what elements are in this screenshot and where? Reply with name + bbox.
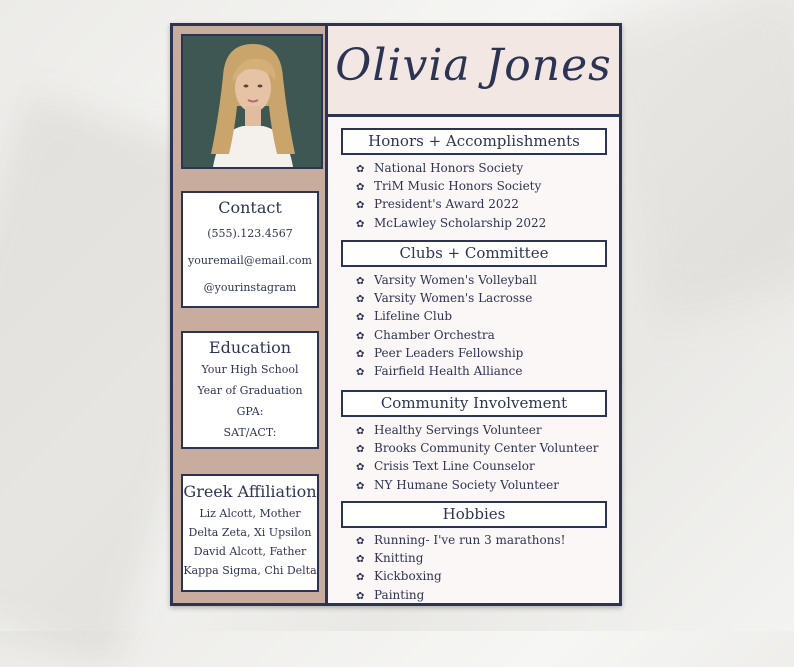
- flower-bullet-icon: ✿: [356, 366, 365, 378]
- education-graduation: Year of Graduation: [197, 384, 303, 397]
- honors-list: [356, 159, 546, 232]
- greek-line: Liz Alcott, Mother: [199, 507, 301, 520]
- flower-bullet-icon: ✿: [356, 218, 365, 230]
- list-item: ✿ President's Award 2022: [356, 195, 546, 213]
- greek-line: Delta Zeta, Xi Upsilon: [188, 526, 312, 539]
- flower-bullet-icon: ✿: [356, 480, 365, 492]
- contact-instagram: @yourinstagram: [203, 281, 297, 294]
- applicant-name: Olivia Jones: [335, 40, 612, 91]
- list-item: ✿ Crisis Text Line Counselor: [356, 457, 598, 475]
- resume-main: [328, 23, 622, 606]
- flower-bullet-icon: ✿: [356, 182, 365, 194]
- list-item: ✿ Varsity Women's Volleyball: [356, 271, 537, 289]
- list-item: ✿ Painting: [356, 586, 565, 604]
- flower-bullet-icon: ✿: [356, 294, 365, 306]
- list-item: ✿ Knitting: [356, 549, 565, 567]
- list-item: ✿ Peer Leaders Fellowship: [356, 344, 537, 362]
- greek-affiliation-box: [181, 474, 319, 592]
- list-item: ✿ TriM Music Honors Society: [356, 177, 546, 195]
- list-item: ✿ McLawley Scholarship 2022: [356, 214, 546, 232]
- flower-bullet-icon: ✿: [356, 330, 365, 342]
- list-item: ✿ Lifeline Club: [356, 307, 537, 325]
- flower-bullet-icon: ✿: [356, 426, 365, 437]
- hobbies-list: [356, 531, 565, 604]
- list-item: ✿ Running- I've run 3 marathons!: [356, 531, 565, 549]
- profile-photo: [181, 34, 323, 169]
- contact-email: youremail@email.com: [188, 254, 312, 267]
- flower-bullet-icon: ✿: [356, 348, 365, 360]
- list-item: ✿ Healthy Servings Volunteer: [356, 421, 598, 439]
- list-item: ✿ Kickboxing: [356, 567, 565, 585]
- list-item: ✿ NY Humane Society Volunteer: [356, 476, 598, 494]
- flower-bullet-icon: ✿: [356, 554, 365, 566]
- education-sat-act: SAT/ACT:: [223, 426, 277, 439]
- flower-bullet-icon: ✿: [356, 572, 365, 584]
- education-box: [181, 331, 319, 449]
- greek-line: David Alcott, Father: [193, 545, 307, 558]
- flower-bullet-icon: ✿: [356, 462, 365, 474]
- list-item: ✿ Varsity Women's Lacrosse: [356, 289, 537, 307]
- flower-bullet-icon: ✿: [356, 164, 365, 175]
- education-heading: Education: [208, 338, 292, 357]
- list-item: ✿ National Honors Society: [356, 159, 546, 177]
- contact-box: [181, 191, 319, 308]
- flower-bullet-icon: ✿: [356, 276, 365, 287]
- greek-heading: Greek Affiliation: [183, 482, 317, 501]
- clubs-list: [356, 271, 537, 380]
- flower-bullet-icon: ✿: [356, 312, 365, 324]
- greek-line: Kappa Sigma, Chi Delta: [183, 564, 317, 577]
- list-item: ✿ Fairfield Health Alliance: [356, 362, 537, 380]
- resume-sidebar: [170, 23, 328, 606]
- education-gpa: GPA:: [236, 405, 264, 418]
- resume-page: [170, 23, 622, 606]
- section-heading-community: Community Involvement: [341, 390, 607, 417]
- community-list: [356, 421, 598, 494]
- contact-heading: Contact: [218, 198, 282, 217]
- flower-bullet-icon: ✿: [356, 590, 365, 602]
- list-item: ✿ Brooks Community Center Volunteer: [356, 439, 598, 457]
- name-banner: [328, 26, 619, 117]
- contact-phone: (555).123.4567: [207, 227, 293, 240]
- list-item: ✿ Chamber Orchestra: [356, 326, 537, 344]
- flower-bullet-icon: ✿: [356, 200, 365, 212]
- education-school: Your High School: [201, 363, 299, 376]
- section-heading-honors: Honors + Accomplishments: [341, 128, 607, 155]
- flower-bullet-icon: ✿: [356, 444, 365, 456]
- section-heading-hobbies: Hobbies: [341, 501, 607, 528]
- section-heading-clubs: Clubs + Committee: [341, 240, 607, 267]
- flower-bullet-icon: ✿: [356, 536, 365, 547]
